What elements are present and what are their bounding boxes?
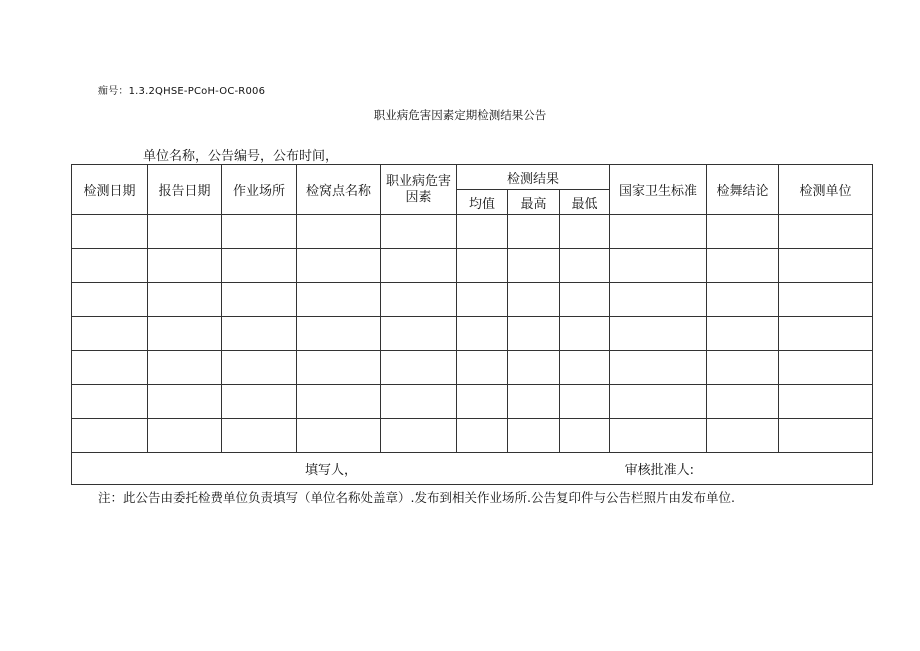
- table-cell[interactable]: [560, 419, 610, 453]
- table-row: [72, 419, 873, 453]
- table-cell[interactable]: [610, 385, 707, 419]
- table-cell[interactable]: [508, 351, 560, 385]
- table-cell[interactable]: [381, 317, 457, 351]
- table-cell[interactable]: [222, 215, 297, 249]
- table-cell[interactable]: [297, 283, 381, 317]
- table-cell[interactable]: [72, 351, 148, 385]
- table-cell[interactable]: [560, 351, 610, 385]
- table-cell[interactable]: [707, 283, 779, 317]
- document-code: 痂号：1.3.2QHSE-PCoH-OC-R006: [98, 86, 266, 97]
- table-cell[interactable]: [297, 385, 381, 419]
- table-cell[interactable]: [779, 249, 873, 283]
- detection-result-table: [71, 164, 873, 485]
- table-row: [72, 215, 873, 249]
- table-row: [72, 385, 873, 419]
- table-cell[interactable]: [560, 385, 610, 419]
- table-cell[interactable]: [707, 351, 779, 385]
- col-min: 最低: [560, 190, 610, 215]
- table-cell[interactable]: [222, 385, 297, 419]
- signature-cell: [72, 453, 873, 485]
- table-cell[interactable]: [707, 385, 779, 419]
- approver-label: 审核批准人:: [624, 463, 694, 478]
- signature-row: [72, 453, 873, 485]
- table-cell[interactable]: [72, 283, 148, 317]
- col-workplace: 作业场所: [222, 165, 297, 215]
- table-cell[interactable]: [381, 249, 457, 283]
- table-cell[interactable]: [610, 215, 707, 249]
- col-conclusion: 检舞结论: [707, 165, 779, 215]
- col-result: 检测结果: [457, 165, 610, 190]
- table-cell[interactable]: [779, 215, 873, 249]
- table-cell[interactable]: [72, 385, 148, 419]
- table-cell[interactable]: [457, 317, 508, 351]
- table-cell[interactable]: [297, 215, 381, 249]
- footnote: 注：此公告由委托检费单位负责填写（单位名称处盖章）.发布到相关作业场所.公告复印件与公告栏照片由发布单位.: [98, 490, 735, 505]
- col-hazard-factor: 职业病危害因素: [381, 165, 457, 215]
- table-cell[interactable]: [72, 419, 148, 453]
- table-cell[interactable]: [610, 419, 707, 453]
- table-cell[interactable]: [457, 249, 508, 283]
- table-cell[interactable]: [779, 385, 873, 419]
- table-cell[interactable]: [560, 283, 610, 317]
- table-cell[interactable]: [222, 283, 297, 317]
- table-row: [72, 351, 873, 385]
- table-cell[interactable]: [148, 317, 222, 351]
- table-cell[interactable]: [381, 215, 457, 249]
- table-cell[interactable]: [148, 351, 222, 385]
- table-cell[interactable]: [779, 351, 873, 385]
- table-cell[interactable]: [508, 419, 560, 453]
- table-cell[interactable]: [148, 283, 222, 317]
- col-date: 检测日期: [72, 165, 148, 215]
- table-cell[interactable]: [297, 351, 381, 385]
- table-cell[interactable]: [610, 351, 707, 385]
- table-cell[interactable]: [707, 215, 779, 249]
- col-unit: 检测单位: [779, 165, 873, 215]
- table-cell[interactable]: [381, 283, 457, 317]
- table-cell[interactable]: [779, 419, 873, 453]
- table-cell[interactable]: [222, 249, 297, 283]
- table-cell[interactable]: [381, 385, 457, 419]
- table-cell[interactable]: [457, 283, 508, 317]
- table-cell[interactable]: [779, 317, 873, 351]
- table-cell[interactable]: [508, 385, 560, 419]
- table-cell[interactable]: [297, 419, 381, 453]
- table-cell[interactable]: [457, 385, 508, 419]
- table-cell[interactable]: [457, 351, 508, 385]
- table-row: [72, 249, 873, 283]
- table-cell[interactable]: [508, 215, 560, 249]
- table-cell[interactable]: [707, 317, 779, 351]
- table-cell[interactable]: [610, 283, 707, 317]
- col-avg: 均值: [457, 190, 508, 215]
- table-cell[interactable]: [148, 385, 222, 419]
- table-cell[interactable]: [508, 283, 560, 317]
- table-row: [72, 317, 873, 351]
- table-cell[interactable]: [72, 249, 148, 283]
- col-standard: 国家卫生标准: [610, 165, 707, 215]
- col-max: 最高: [508, 190, 560, 215]
- table-cell[interactable]: [148, 419, 222, 453]
- table-cell[interactable]: [381, 351, 457, 385]
- table-cell[interactable]: [560, 215, 610, 249]
- table-cell[interactable]: [222, 351, 297, 385]
- col-report-date: 报告日期: [148, 165, 222, 215]
- table-cell[interactable]: [222, 317, 297, 351]
- unit-meta-line: 单位名称，公告编号，公布时间，: [143, 149, 339, 164]
- table-cell[interactable]: [779, 283, 873, 317]
- table-cell[interactable]: [297, 317, 381, 351]
- table-cell[interactable]: [148, 215, 222, 249]
- table-cell[interactable]: [610, 249, 707, 283]
- table-cell[interactable]: [148, 249, 222, 283]
- col-point-name: 检窝点名称: [297, 165, 381, 215]
- table-cell[interactable]: [560, 317, 610, 351]
- table-cell[interactable]: [457, 215, 508, 249]
- table-cell[interactable]: [381, 419, 457, 453]
- table-cell[interactable]: [508, 249, 560, 283]
- table-cell[interactable]: [560, 249, 610, 283]
- table-cell[interactable]: [297, 249, 381, 283]
- document-title: 职业病危害因素定期检测结果公告: [373, 108, 547, 122]
- table-cell[interactable]: [457, 419, 508, 453]
- table-cell[interactable]: [508, 317, 560, 351]
- table-cell[interactable]: [222, 419, 297, 453]
- table-cell[interactable]: [610, 317, 707, 351]
- table-cell[interactable]: [72, 317, 148, 351]
- table-cell[interactable]: [72, 215, 148, 249]
- header-row: [72, 165, 873, 190]
- table-row: [72, 283, 873, 317]
- table-cell[interactable]: [707, 419, 779, 453]
- filler-label: 填写人，: [305, 463, 358, 478]
- table-cell[interactable]: [707, 249, 779, 283]
